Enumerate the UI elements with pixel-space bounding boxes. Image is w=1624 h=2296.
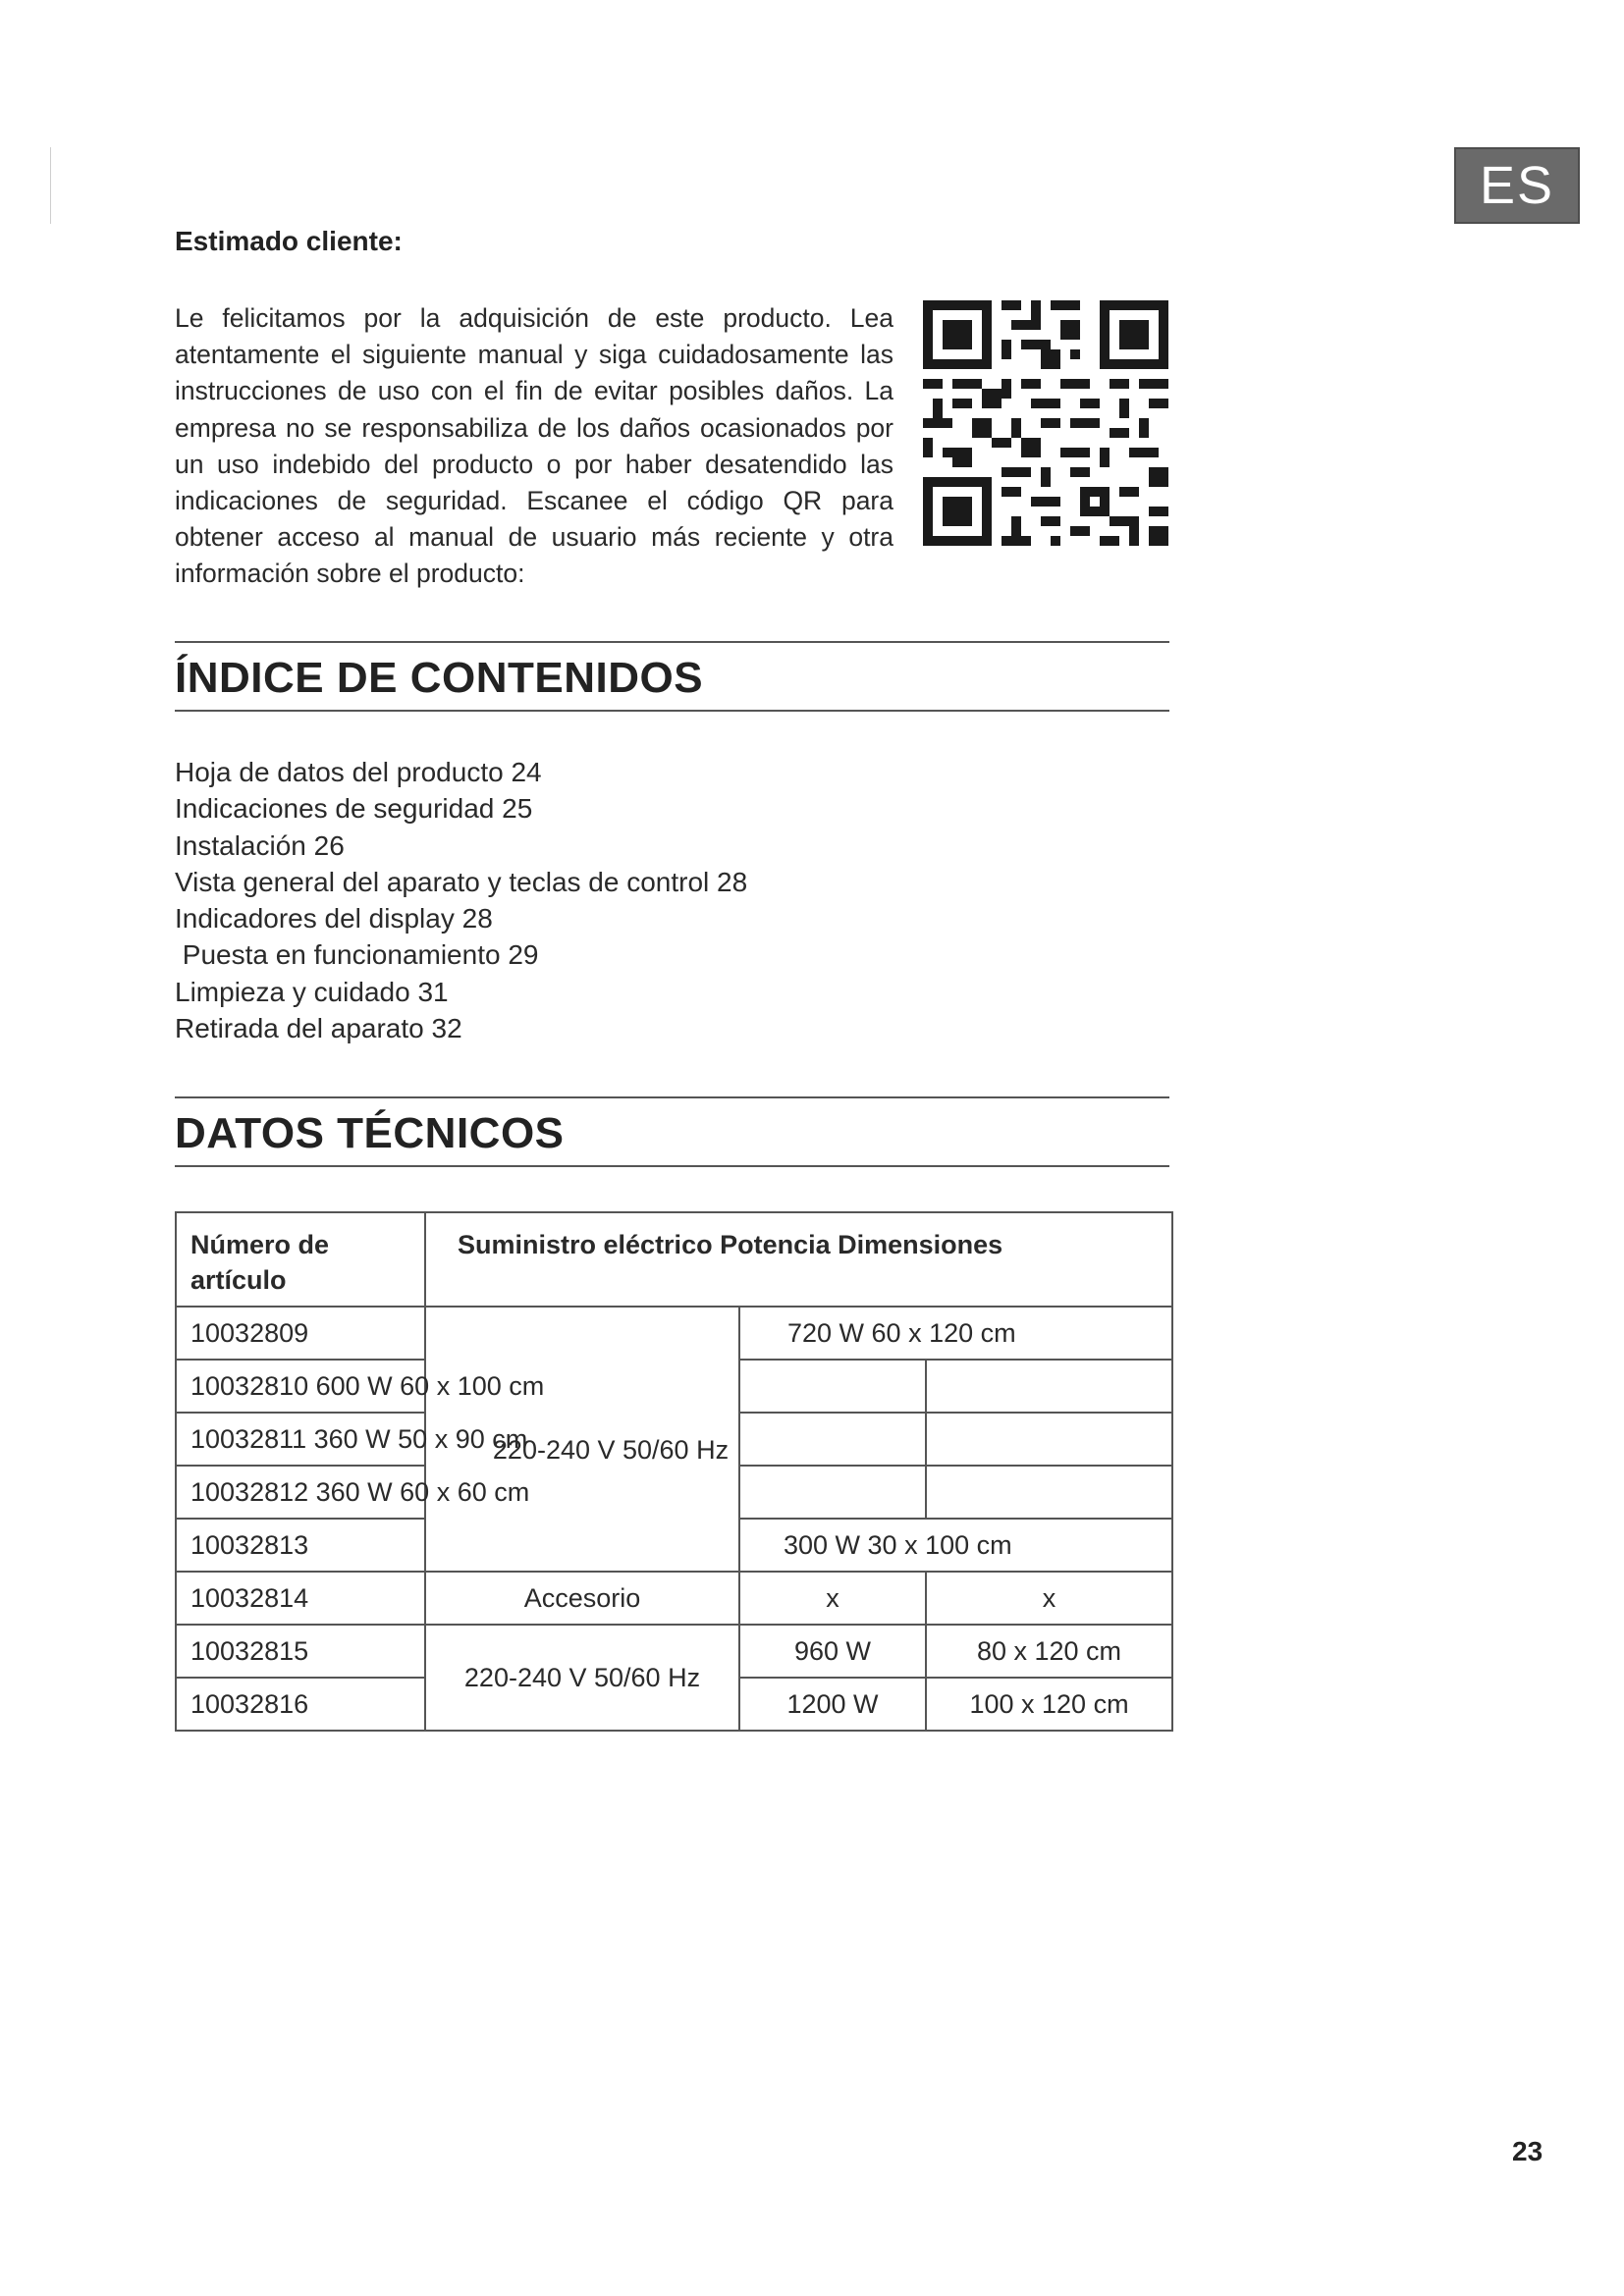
toc-item: Limpieza y cuidado 31	[175, 976, 449, 1007]
toc-list	[175, 754, 747, 1046]
article-cell: 10032814	[176, 1572, 425, 1625]
power-dims-cell: 300 W 30 x 100 cm	[739, 1519, 1172, 1572]
tech-title: DATOS TÉCNICOS	[175, 1109, 565, 1157]
section-rule	[175, 1096, 1169, 1098]
dims-cell: 80 x 120 cm	[926, 1625, 1172, 1678]
qr-code-icon	[923, 300, 1168, 546]
table-row	[176, 1625, 1172, 1678]
power-cell: x	[739, 1572, 926, 1625]
article-cell: 10032813	[176, 1519, 425, 1572]
dims-cell	[926, 1360, 1172, 1413]
article-cell: 10032815	[176, 1625, 425, 1678]
power-cell	[739, 1360, 926, 1413]
dims-cell	[926, 1413, 1172, 1466]
supply-label-overlay: 220-240 V 50/60 Hz	[492, 1435, 730, 1465]
power-cell: 1200 W	[739, 1678, 926, 1731]
margin-line	[50, 147, 51, 224]
dims-cell	[926, 1466, 1172, 1519]
supply-cell: 220-240 V 50/60 Hz	[425, 1625, 739, 1731]
toc-item: Instalación 26	[175, 829, 345, 861]
section-rule	[175, 641, 1169, 643]
toc-title: ÍNDICE DE CONTENIDOS	[175, 654, 704, 702]
table-row	[176, 1572, 1172, 1625]
article-cell: 10032812 360 W 60 x 60 cm	[176, 1466, 425, 1519]
header-supply-power-dims: Suministro eléctrico Potencia Dimensiones	[425, 1212, 1172, 1307]
supply-cell: Accesorio	[425, 1572, 739, 1625]
toc-item: Indicadores del display 28	[175, 903, 493, 934]
tech-spec-table	[175, 1211, 1173, 1732]
intro-paragraph: Le felicitamos por la adquisición de este producto. Lea atentamente el siguiente manual y siga cuidadosamente las instrucciones de uso con el fin de evitar posibles daños. La empresa no se responsabiliza de los daños ocasionados por un uso indebido del producto o por haber desatendido las indicaciones de seguridad. Escanee el código QR para obtener acceso al manual de usuario más reciente y otra información sobre el producto:	[175, 303, 893, 589]
section-rule	[175, 710, 1169, 712]
article-cell: 10032810 600 W 60 x 100 cm	[176, 1360, 425, 1413]
toc-item: Hoja de datos del producto 24	[175, 757, 542, 787]
power-cell	[739, 1466, 926, 1519]
toc-item: Retirada del aparato 32	[175, 1013, 462, 1044]
article-cell: 10032816	[176, 1678, 425, 1731]
article-cell: 10032809	[176, 1307, 425, 1360]
header-article: Número de artículo	[176, 1212, 425, 1307]
table-row	[176, 1307, 1172, 1360]
language-tab: ES	[1454, 147, 1580, 224]
toc-item: Indicaciones de seguridad 25	[175, 793, 533, 825]
power-dims-cell: 720 W 60 x 120 cm	[739, 1307, 1172, 1360]
article-cell: 10032811 360 W 50 x 90 cm	[176, 1413, 425, 1466]
toc-item: Puesta en funcionamiento 29	[175, 939, 539, 971]
dims-cell: x	[926, 1572, 1172, 1625]
page-number: 23	[1512, 2136, 1543, 2166]
toc-item: Vista general del aparato y teclas de control 28	[175, 866, 748, 897]
greeting: Estimado cliente:	[175, 226, 403, 256]
power-cell: 960 W	[739, 1625, 926, 1678]
table-header-row	[176, 1212, 1172, 1307]
dims-cell: 100 x 120 cm	[926, 1678, 1172, 1731]
section-rule	[175, 1165, 1169, 1167]
